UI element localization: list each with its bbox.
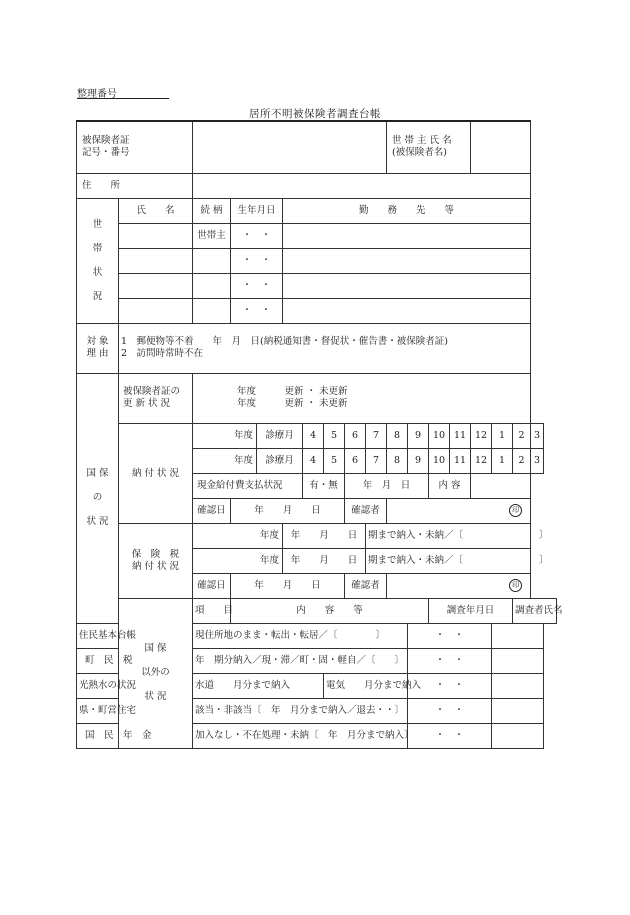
confirmer-label: 確認者 bbox=[345, 498, 387, 523]
household-section-label: 世 帯 状 況 bbox=[77, 198, 119, 323]
tax-confirmer-label: 確認者 bbox=[345, 573, 387, 598]
seiri-label: 整理番号 bbox=[77, 89, 117, 100]
month-cell[interactable]: 9 bbox=[408, 448, 429, 473]
confirm-date-field[interactable]: 年 月 日 bbox=[231, 498, 345, 523]
cash-benefit-date[interactable]: 年 月 日 bbox=[345, 473, 429, 498]
tax-status[interactable]: 期まで納入・未納／〔 〕 bbox=[366, 523, 531, 548]
col-work-header: 勤 務 先 等 bbox=[283, 198, 531, 223]
month-cell[interactable]: 8 bbox=[387, 448, 408, 473]
renew-label: 被保険者証の 更 新 状 況 bbox=[119, 373, 193, 423]
month-cell[interactable]: 2 bbox=[513, 423, 531, 448]
renew-status[interactable] bbox=[193, 373, 531, 423]
tax-confirmer-field[interactable] bbox=[387, 573, 531, 598]
other-content[interactable]: 加入なし・不在処理・未納〔 年 月分まで納入〕 bbox=[193, 723, 408, 748]
other-date-field[interactable]: ・ ・ bbox=[408, 673, 492, 698]
reason-line-2: 2 訪問時常時不在 bbox=[121, 348, 204, 359]
hihoken-label-2: 記号・番号 bbox=[82, 147, 130, 159]
seiri-underline bbox=[77, 98, 169, 99]
other-col-person: 調査者氏名 bbox=[513, 598, 557, 623]
payment-shinryo-label: 診療月 bbox=[257, 448, 303, 473]
jusho-field[interactable] bbox=[193, 173, 531, 198]
other-person-field[interactable] bbox=[492, 648, 544, 673]
other-col-item: 項 目 bbox=[193, 598, 231, 623]
renew-line-1: 年度 更新 ・ 未更新 bbox=[237, 386, 348, 397]
reason-line-1: 1 郵便物等不着 年 月 日(納税通知書・督促状・催告書・被保険者証) bbox=[121, 336, 448, 347]
month-cell[interactable]: 3 bbox=[531, 448, 544, 473]
hihoken-label-cell bbox=[77, 121, 193, 173]
other-section-label: 国 保 以外の 状 況 bbox=[119, 598, 193, 748]
setai-label-cell bbox=[387, 121, 471, 173]
household-relation-field[interactable] bbox=[193, 273, 231, 298]
payment-shinryo-label: 診療月 bbox=[257, 423, 303, 448]
col-name-header: 氏 名 bbox=[119, 198, 193, 223]
other-date-field[interactable]: ・ ・ bbox=[408, 698, 492, 723]
other-person-field[interactable] bbox=[492, 673, 544, 698]
confirm-date-label: 確認日 bbox=[193, 498, 231, 523]
payment-label: 納 付 状 況 bbox=[119, 423, 193, 523]
tax-nendo[interactable]: 年度 bbox=[193, 548, 283, 573]
payment-nendo[interactable]: 年度 bbox=[193, 448, 257, 473]
household-relation-field[interactable] bbox=[193, 248, 231, 273]
survey-form-table bbox=[76, 120, 563, 749]
tax-confirm-date-field[interactable]: 年 月 日 bbox=[231, 573, 345, 598]
cash-benefit-yn[interactable]: 有・無 bbox=[303, 473, 345, 498]
tax-date[interactable]: 年 月 日 bbox=[283, 548, 366, 573]
month-cell[interactable]: 6 bbox=[345, 423, 366, 448]
household-birth-field[interactable]: ・ ・ bbox=[231, 248, 283, 273]
other-person-field[interactable] bbox=[492, 623, 544, 648]
other-item: 住民基本台帳 bbox=[77, 623, 119, 648]
household-birth-field[interactable]: ・ ・ bbox=[231, 273, 283, 298]
month-cell[interactable]: 3 bbox=[531, 423, 544, 448]
month-cell[interactable]: 1 bbox=[492, 423, 513, 448]
household-relation-field[interactable] bbox=[193, 298, 231, 323]
setai-label-1: 世 帯 主 氏 名 bbox=[392, 135, 452, 147]
other-content-water[interactable]: 水道 月分まで納入 bbox=[193, 673, 324, 698]
setai-label-2: (被保険者名) bbox=[392, 147, 447, 159]
other-content[interactable]: 該当・非該当〔 年 月分まで納入／退去・・〕 bbox=[193, 698, 408, 723]
other-col-content: 内 容 等 bbox=[231, 598, 429, 623]
tax-nendo[interactable]: 年度 bbox=[193, 523, 283, 548]
month-cell[interactable]: 12 bbox=[471, 448, 492, 473]
cash-benefit-label: 現金給付費支払状況 bbox=[193, 473, 303, 498]
month-cell[interactable]: 1 bbox=[492, 448, 513, 473]
other-content[interactable]: 現住所地のまま・転出・転居／〔 〕 bbox=[193, 623, 408, 648]
page-title: 居所不明被保険者調査台帳 bbox=[249, 108, 381, 120]
payment-nendo[interactable]: 年度 bbox=[193, 423, 257, 448]
month-cell[interactable]: 10 bbox=[429, 448, 450, 473]
hihoken-label-1: 被保険者証 bbox=[82, 135, 130, 147]
month-cell[interactable]: 4 bbox=[303, 448, 324, 473]
confirmer-field[interactable] bbox=[387, 498, 531, 523]
household-work-field[interactable] bbox=[283, 223, 531, 248]
household-name-field[interactable] bbox=[119, 223, 193, 248]
col-birth-header: 生年月日 bbox=[231, 198, 283, 223]
reason-content[interactable] bbox=[119, 323, 531, 373]
other-person-field[interactable] bbox=[492, 723, 544, 748]
month-cell[interactable]: 7 bbox=[366, 423, 387, 448]
other-item: 光熱水の状況 bbox=[77, 673, 119, 698]
month-cell[interactable]: 12 bbox=[471, 423, 492, 448]
household-relation-head: 世帯主 bbox=[193, 223, 231, 248]
household-name-field[interactable] bbox=[119, 248, 193, 273]
month-cell[interactable]: 5 bbox=[324, 448, 345, 473]
other-person-field[interactable] bbox=[492, 698, 544, 723]
month-cell[interactable]: 5 bbox=[324, 423, 345, 448]
tax-date[interactable]: 年 月 日 bbox=[283, 523, 366, 548]
tax-confirm-date-label: 確認日 bbox=[193, 573, 231, 598]
month-cell[interactable]: 11 bbox=[450, 423, 471, 448]
household-birth-field[interactable]: ・ ・ bbox=[231, 298, 283, 323]
month-cell[interactable]: 6 bbox=[345, 448, 366, 473]
household-name-field[interactable] bbox=[119, 273, 193, 298]
seal-mark-icon: 印 bbox=[509, 504, 522, 517]
other-date-field[interactable]: ・ ・ bbox=[408, 623, 492, 648]
setai-name-field[interactable] bbox=[471, 121, 531, 173]
other-item: 国 民 年 金 bbox=[77, 723, 119, 748]
tax-payment-label: 保 険 税 納 付 状 況 bbox=[119, 523, 193, 598]
household-work-field[interactable] bbox=[283, 298, 531, 323]
col-relation-header: 続 柄 bbox=[193, 198, 231, 223]
tax-status[interactable]: 期まで納入・未納／〔 〕 bbox=[366, 548, 531, 573]
other-content[interactable]: 年 期分納入／現・滞／町・固・軽自／〔 〕 bbox=[193, 648, 408, 673]
month-cell[interactable]: 2 bbox=[513, 448, 531, 473]
month-cell[interactable]: 9 bbox=[408, 423, 429, 448]
other-date-field[interactable]: ・ ・ bbox=[408, 723, 492, 748]
other-item: 町 民 税 bbox=[77, 648, 119, 673]
month-cell[interactable]: 11 bbox=[450, 448, 471, 473]
month-cell[interactable]: 10 bbox=[429, 423, 450, 448]
cash-benefit-naiyou-field[interactable] bbox=[471, 473, 531, 498]
month-cell[interactable]: 8 bbox=[387, 423, 408, 448]
seal-mark-icon: 印 bbox=[509, 579, 522, 592]
other-date-field[interactable]: ・ ・ bbox=[408, 648, 492, 673]
reason-label: 対 象 理 由 bbox=[77, 323, 119, 373]
kokuho-section-label: 国 保 の 状 況 bbox=[77, 373, 119, 623]
household-birth-field[interactable]: ・ ・ bbox=[231, 223, 283, 248]
hihoken-number-field[interactable] bbox=[193, 121, 387, 173]
jusho-label: 住 所 bbox=[77, 173, 193, 198]
household-name-field[interactable] bbox=[119, 298, 193, 323]
household-work-field[interactable] bbox=[283, 273, 531, 298]
cash-benefit-naiyou-label: 内 容 bbox=[429, 473, 471, 498]
other-col-date: 調査年月日 bbox=[429, 598, 513, 623]
other-item: 県・町営住宅 bbox=[77, 698, 119, 723]
month-cell[interactable]: 4 bbox=[303, 423, 324, 448]
other-content-electric[interactable]: 電気 月分まで納入 bbox=[324, 673, 408, 698]
household-work-field[interactable] bbox=[283, 248, 531, 273]
month-cell[interactable]: 7 bbox=[366, 448, 387, 473]
renew-line-2: 年度 更新 ・ 未更新 bbox=[237, 398, 348, 409]
